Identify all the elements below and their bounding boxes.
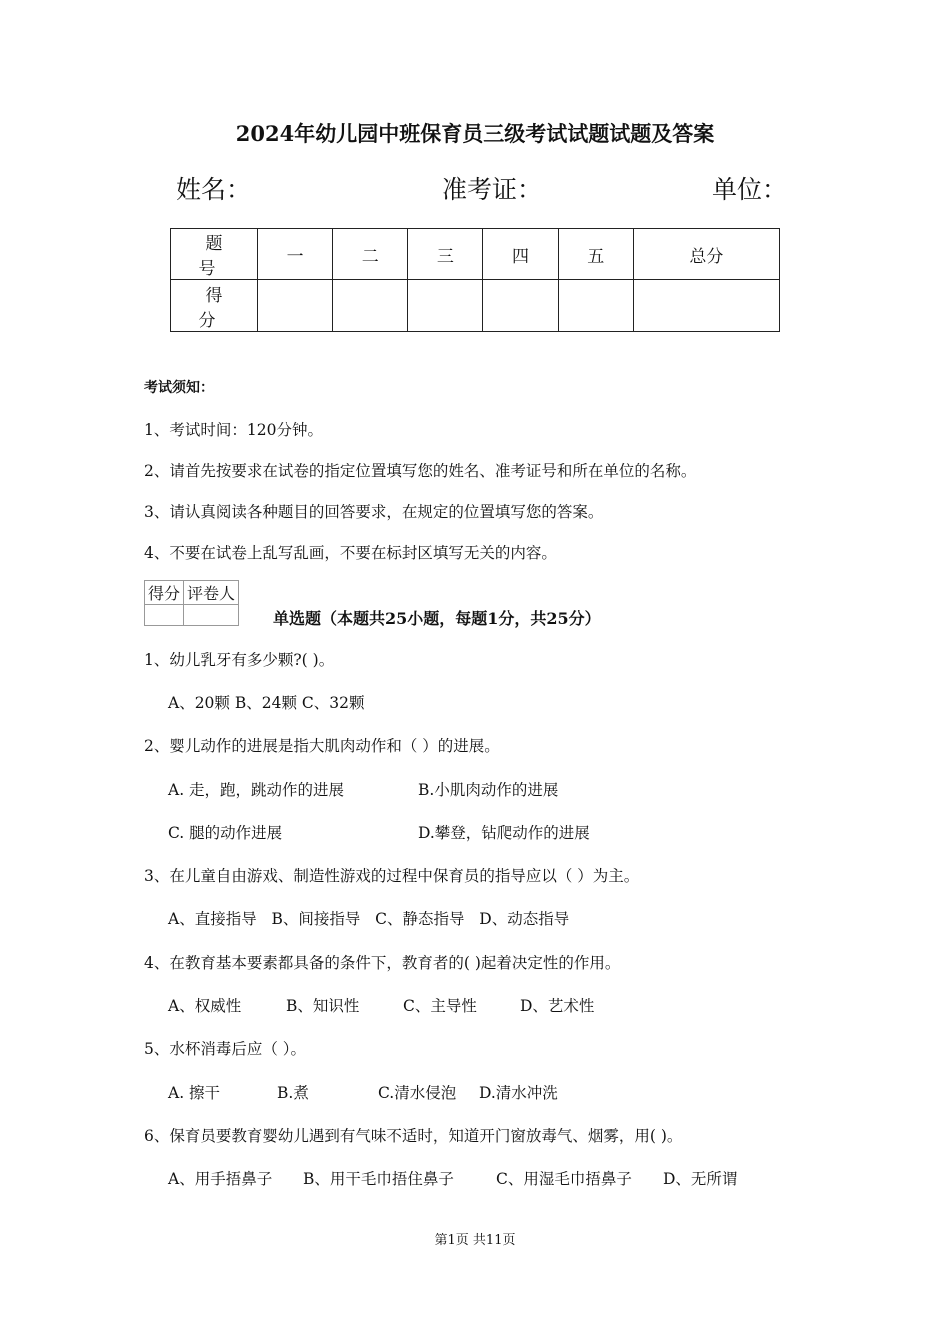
question-text: 5、水杯消毒后应（ ）。	[144, 1040, 307, 1058]
question-option: D、无所谓	[663, 1170, 738, 1188]
question-option: C、用湿毛巾捂鼻子	[496, 1170, 632, 1188]
score-table-header-row	[171, 229, 780, 280]
notice-item: 4、不要在试卷上乱写乱画，不要在标封区填写无关的内容。	[144, 544, 557, 562]
score-table-score-row	[171, 280, 780, 332]
grader-box-grader-label: 评卷人	[184, 581, 239, 605]
page-footer: 第1页 共11页	[434, 1233, 516, 1248]
score-table-col-4: 四	[483, 229, 558, 280]
score-table-col-3: 三	[408, 229, 483, 280]
question-text: 3、在儿童自由游戏、制造性游戏的过程中保育员的指导应以（ ）为主。	[144, 867, 640, 885]
score-table-col-2: 二	[333, 229, 408, 280]
section-title: 单选题（本题共25小题，每题1分，共25分）	[273, 609, 601, 628]
question-option: A. 擦干	[168, 1084, 221, 1102]
score-table-col-total: 总分	[633, 229, 779, 280]
question-option: B.小肌肉动作的进展	[418, 781, 559, 799]
question-option: A. 走，跑，跳动作的进展	[168, 781, 345, 799]
grader-box-score-cell[interactable]	[145, 605, 184, 626]
question-option: A、权威性	[168, 997, 242, 1015]
question-text: 2、婴儿动作的进展是指大肌肉动作和（ ）的进展。	[144, 737, 500, 755]
question-option: A、用手捂鼻子	[168, 1170, 273, 1188]
name-field-label: 姓名：	[176, 175, 252, 204]
score-table	[170, 228, 780, 332]
question-text: 1、幼儿乳牙有多少颗?( )。	[144, 651, 335, 669]
question-option: B、知识性	[286, 997, 360, 1015]
score-table-score-label: 得 分	[171, 280, 258, 332]
grader-box-grader-cell[interactable]	[184, 605, 239, 626]
score-table-col-5: 五	[558, 229, 633, 280]
score-cell-5[interactable]	[558, 280, 633, 332]
question-option: C、主导性	[403, 997, 477, 1015]
question-option: D.攀登，钻爬动作的进展	[418, 824, 590, 842]
question-option: B.煮	[277, 1084, 309, 1102]
grader-box-score-label: 得分	[145, 581, 184, 605]
unit-field-label: 单位：	[712, 175, 788, 204]
score-cell-1[interactable]	[258, 280, 333, 332]
exam-number-field-label: 准考证：	[442, 175, 543, 204]
question-text: 4、在教育基本要素都具备的条件下，教育者的( )起着决定性的作用。	[144, 954, 621, 972]
question-option: D.清水冲洗	[479, 1084, 558, 1102]
question-text: 6、保育员要教育婴幼儿遇到有气味不适时，知道开门窗放毒气、烟雾，用( )。	[144, 1127, 683, 1145]
notice-item: 2、请首先按要求在试卷的指定位置填写您的姓名、准考证号和所在单位的名称。	[144, 462, 697, 480]
question-options: A、20颗 B、24颗 C、32颗	[168, 694, 365, 712]
question-option: D、艺术性	[520, 997, 595, 1015]
score-cell-total[interactable]	[633, 280, 779, 332]
page-title: 2024年幼儿园中班保育员三级考试试题试题及答案	[235, 121, 715, 146]
score-cell-2[interactable]	[333, 280, 408, 332]
grader-box	[144, 580, 239, 626]
notice-heading: 考试须知：	[144, 380, 214, 396]
score-table-header-label: 题 号	[171, 229, 258, 280]
question-option: C.清水侵泡	[378, 1084, 457, 1102]
question-options: A、直接指导 B、间接指导 C、静态指导 D、动态指导	[168, 910, 570, 928]
question-option: C. 腿的动作进展	[168, 824, 283, 842]
notice-item: 3、请认真阅读各种题目的回答要求，在规定的位置填写您的答案。	[144, 503, 604, 521]
notice-item: 1、考试时间：120分钟。	[144, 421, 323, 439]
score-cell-4[interactable]	[483, 280, 558, 332]
score-cell-3[interactable]	[408, 280, 483, 332]
score-table-col-1: 一	[258, 229, 333, 280]
question-option: B、用干毛巾捂住鼻子	[303, 1170, 454, 1188]
